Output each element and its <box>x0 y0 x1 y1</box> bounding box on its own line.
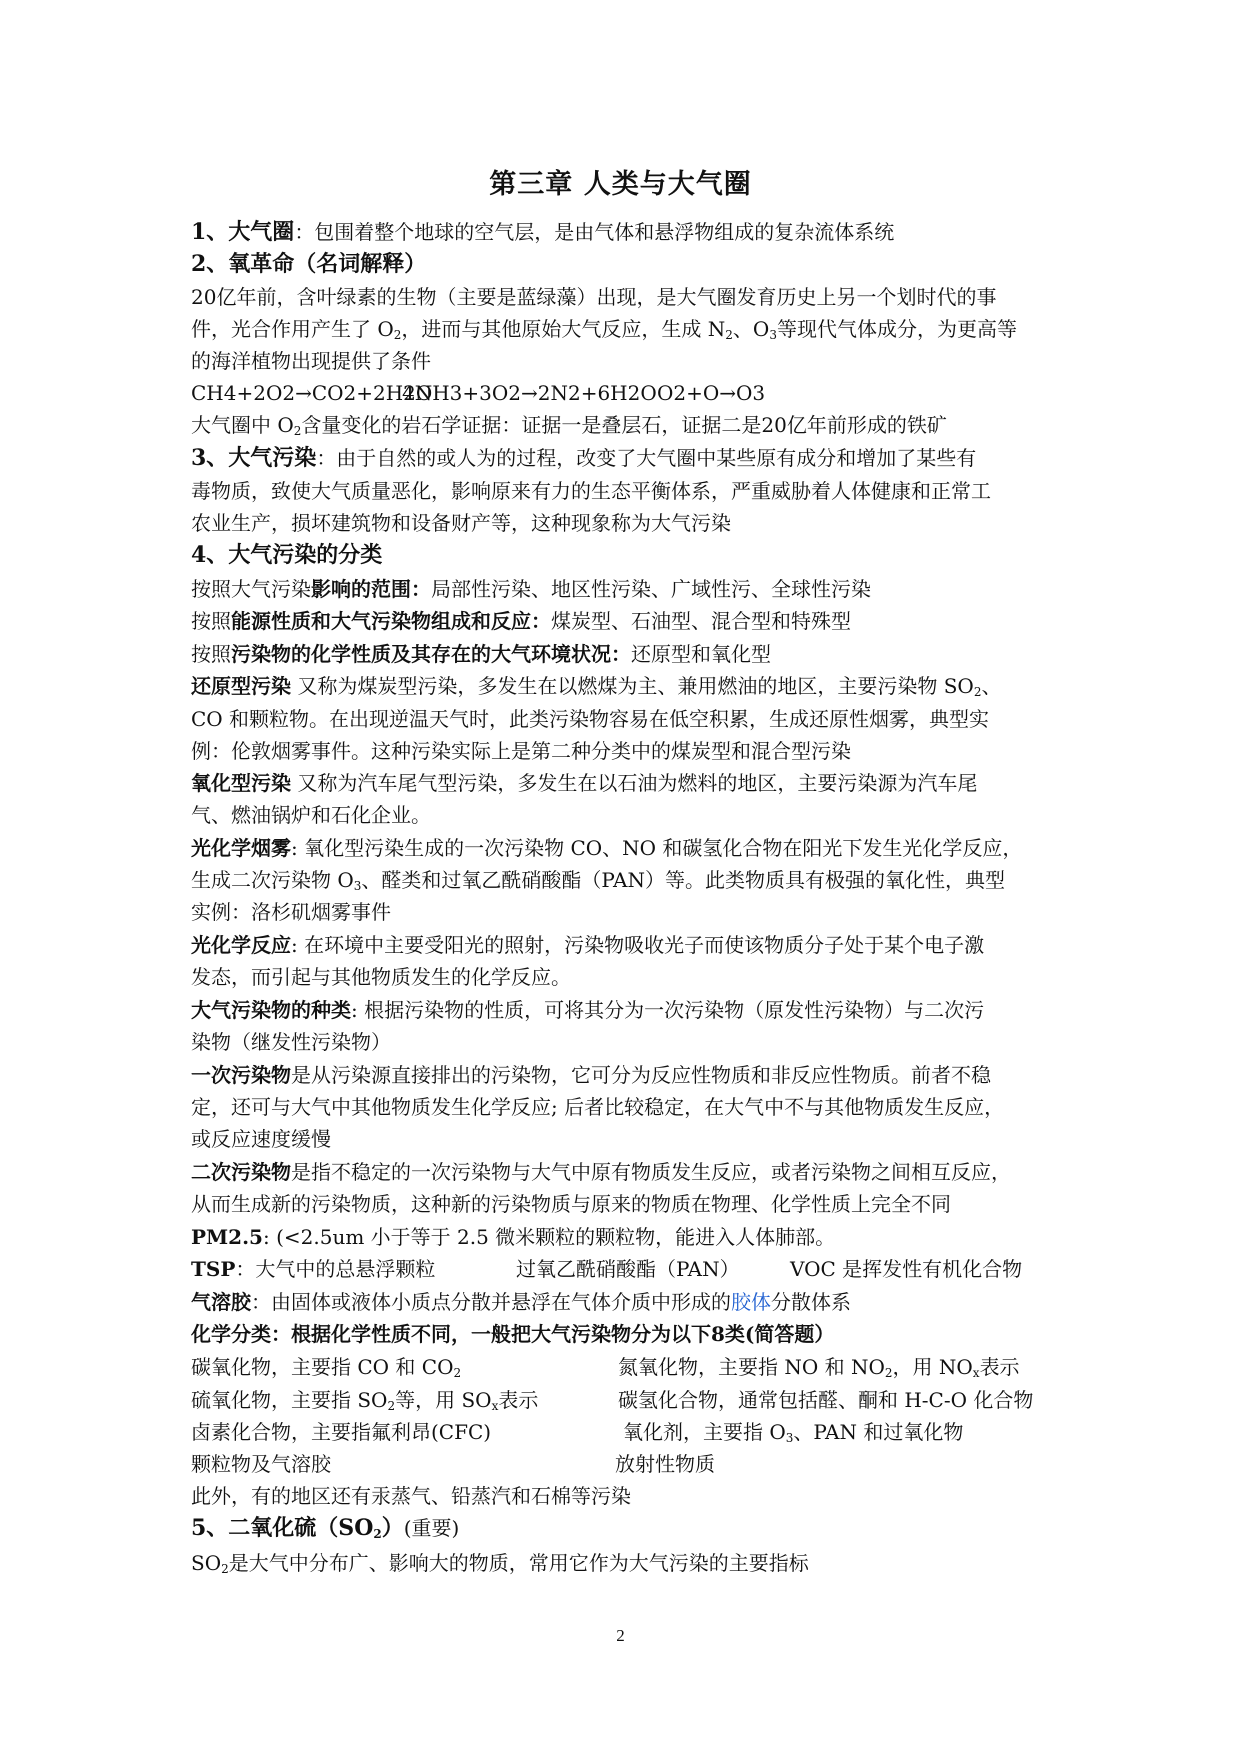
paragraph-line <box>191 834 1022 862</box>
subscript: 2 <box>293 424 302 438</box>
chemical-classification-heading: 化学分类：根据化学性质不同，一般把大气污染物分为以下8类(简答题） <box>191 1322 835 1346</box>
text: 按照大气污染 <box>191 577 311 601</box>
text: 含量变化的岩石学证据：证据一是叠层石，证据二是20亿年前形成的铁矿 <box>301 413 947 437</box>
class-row <box>191 1353 1020 1387</box>
classification-line <box>191 607 851 635</box>
section-3 <box>191 444 976 472</box>
section-1-text: ：包围着整个地球的空气层，是由气体和悬浮物组成的复杂流体系统 <box>294 220 895 244</box>
section-1-heading: 1、大气圈 <box>191 219 295 245</box>
bold-text: 污染物的化学性质及其存在的大气环境状况： <box>231 642 631 666</box>
class-item: 硫氧化物，主要指 $SO_2$等，用 $SO_x$表示 <box>191 1388 539 1413</box>
classification-line <box>191 575 871 603</box>
paragraph-line: CO 和颗粒物。在出现逆温天气时，此类污染物容易在低空积累，生成还原性烟雾，典型实 <box>191 707 990 731</box>
paragraph-line <box>191 1061 991 1089</box>
chapter-title: 第三章 人类与大气圈 <box>489 169 752 200</box>
paragraph-line: 或反应速度缓慢 <box>191 1127 331 1151</box>
paragraph-line <box>191 996 984 1024</box>
term-heading: 大气污染物的种类 <box>191 998 351 1022</box>
class-row <box>191 1386 1034 1420</box>
text: SO <box>191 1551 222 1575</box>
section-2-heading: 2、氧革命（名词解释） <box>191 251 427 277</box>
term-heading: 光化学反应 <box>191 933 291 957</box>
class-item: 颗粒物及气溶胶 <box>191 1452 331 1476</box>
text: ：由于自然的或人为的过程，改变了大气圈中某些原有成分和增加了某些有 <box>316 446 977 470</box>
page-number: 2 <box>616 1626 625 1645</box>
text: 分散体系 <box>771 1290 851 1314</box>
paragraph-line: 毒物质，致使大气质量恶化，影响原来有力的生态平衡体系，严重威胁着人体健康和正常工 <box>191 479 991 503</box>
term-heading: 氧化型污染 <box>191 771 291 795</box>
text: : 根据污染物的性质，可将其分为一次污染物（原发性污染物）与二次污 <box>351 998 985 1022</box>
text: 又称为汽车尾气型污染，多发生在以石油为燃料的地区，主要污染源为汽车尾 <box>291 771 978 795</box>
paragraph-line <box>191 769 977 797</box>
classification-line <box>191 640 771 668</box>
text: 、O <box>732 317 770 341</box>
paragraph-line: 气、燃油锅炉和石化企业。 <box>191 803 431 827</box>
text: VOC 是挥发性有机化合物 <box>790 1257 1023 1281</box>
paragraph-line: 定，还可与大气中其他物质发生化学反应; 后者比较稳定，在大气中不与其他物质发生反应， <box>191 1095 1005 1119</box>
term-heading: 二次污染物 <box>191 1160 291 1184</box>
section-3-heading: 3、大气污染 <box>191 445 317 471</box>
text: 按照 <box>191 642 231 666</box>
subscript: 3 <box>769 328 777 342</box>
equation: CH4+2O2→CO2+2H2O <box>191 381 433 405</box>
paragraph-line <box>191 1288 851 1316</box>
paragraph-line <box>191 1255 1023 1283</box>
text: 按照 <box>191 609 231 633</box>
class-item: 氧化剂，主要指 $O_3$、PAN 和过氧化物 <box>623 1420 964 1445</box>
bold-text: 影响的范围： <box>311 577 431 601</box>
text: 生成二次污染物 O <box>191 868 354 892</box>
class-item: 碳氧化物，主要指 CO 和 $CO_2$ <box>191 1355 462 1380</box>
paragraph-line <box>191 315 1017 349</box>
paragraph-line <box>191 1158 1011 1186</box>
class-item: 卤素化合物，主要指氟利昂(CFC) <box>191 1420 492 1444</box>
text: 又称为煤炭型污染，多发生在以燃煤为主、兼用燃油的地区，主要污染物 SO <box>291 674 974 698</box>
text: 是从污染源直接排出的污染物，它可分为反应性物质和非反应性物质。前者不稳 <box>291 1063 991 1087</box>
importance-note: (重要) <box>403 1516 460 1540</box>
paragraph-line: 20亿年前，含叶绿素的生物（主要是蓝绿藻）出现，是大气圈发育历史上另一个划时代的事 <box>191 285 997 309</box>
paragraph-line: 农业生产，损坏建筑物和设备财产等，这种现象称为大气污染 <box>191 511 731 535</box>
term-heading: 还原型污染 <box>191 674 291 698</box>
term-heading: PM2.5 <box>191 1225 263 1249</box>
text: : (<2.5um 小于等于 2.5 微米颗粒的颗粒物，能进入人体肺部。 <box>262 1225 836 1249</box>
class-item: 氮氧化物，主要指 NO 和 $NO_2$，用 $NO_x$表示 <box>618 1355 1020 1380</box>
text: 过氧乙酰硝酸酯（PAN） <box>516 1257 740 1281</box>
section-5-heading: 5、二氧化硫（SO <box>191 1515 374 1541</box>
text: 局部性污染、地区性污染、广域性污、全球性污染 <box>431 577 871 601</box>
colloid-link[interactable]: 胶体 <box>731 1290 771 1314</box>
paragraph-line <box>191 411 947 445</box>
section-1 <box>191 218 894 246</box>
text: ：由固体或液体小质点分散并悬浮在气体介质中形成的 <box>251 1290 731 1314</box>
text: 大气圈中 O <box>191 413 294 437</box>
term-heading: TSP <box>191 1257 236 1281</box>
paragraph-line: 此外，有的地区还有汞蒸气、铅蒸汽和石棉等污染 <box>191 1484 631 1508</box>
text: 是指不稳定的一次污染物与大气中原有物质发生反应，或者污染物之间相互反应， <box>291 1160 1011 1184</box>
paragraph-line: 发态，而引起与其他物质发生的化学反应。 <box>191 965 571 989</box>
text: 、 <box>981 674 1002 698</box>
text: 是大气中分布广、影响大的物质，常用它作为大气污染的主要指标 <box>228 1551 809 1575</box>
paragraph-line <box>191 672 1001 706</box>
paragraph-line: 染物（继发性污染物） <box>191 1030 391 1054</box>
text: ，进而与其他原始大气反应，生成 N <box>401 317 726 341</box>
paragraph-line: $SO_2$是大气中分布广、影响大的物质，常用它作为大气污染的主要指标 <box>191 1551 809 1576</box>
text: 、醛类和过氧乙酰硝酸酯（PAN）等。此类物质具有极强的氧化性，典型 <box>361 868 1005 892</box>
equation: 4NH3+3O2→2N2+6H2O <box>402 381 657 405</box>
class-row <box>191 1450 715 1478</box>
section-5-heading-end: ） <box>381 1515 404 1541</box>
paragraph-line <box>191 1223 835 1251</box>
bold-text: 能源性质和大气污染物组成和反应： <box>231 609 551 633</box>
paragraph-line: 实例：洛杉矶烟雾事件 <box>191 900 391 924</box>
text: : 氧化型污染生成的一次污染物 CO、NO 和碳氢化合物在阳光下发生光化学反应， <box>291 836 1023 860</box>
subscript: 2 <box>393 328 402 342</box>
paragraph-line: 的海洋植物出现提供了条件 <box>191 349 431 373</box>
text: 件，光合作用产生了 O <box>191 317 394 341</box>
text: 煤炭型、石油型、混合型和特殊型 <box>551 609 851 633</box>
class-row <box>191 1418 964 1446</box>
subscript: 3 <box>353 879 362 893</box>
class-item: 放射性物质 <box>615 1452 715 1476</box>
class-item: 碳氢化合物，通常包括醛、酮和 H-C-O 化合物 <box>618 1388 1034 1412</box>
term-heading: 气溶胶 <box>191 1290 251 1314</box>
section-5: 5、二氧化硫$(SO_2)$(重要) <box>191 1515 460 1541</box>
text: : 在环境中主要受阳光的照射，污染物吸收光子而使该物质分子处于某个电子激 <box>291 933 985 957</box>
paragraph-line <box>191 866 1005 900</box>
term-heading: 光化学烟雾 <box>191 836 291 860</box>
paragraph-line <box>191 931 984 959</box>
paragraph-line: 例：伦敦烟雾事件。这种污染实际上是第二种分类中的煤炭型和混合型污染 <box>191 739 851 763</box>
paragraph-line: 从而生成新的污染物质，这种新的污染物质与原来的物质在物理、化学性质上完全不同 <box>191 1192 951 1216</box>
equation-line <box>191 379 766 407</box>
term-heading: 一次污染物 <box>191 1063 291 1087</box>
section-4-heading: 4、大气污染的分类 <box>191 542 383 568</box>
text: 还原型和氧化型 <box>631 642 771 666</box>
text: 等现代气体成分，为更高等 <box>776 317 1017 341</box>
equation: O2+O→O3 <box>657 381 766 405</box>
subscript: 2 <box>973 685 982 699</box>
subscript: 2 <box>725 328 733 342</box>
text: ：大气中的总悬浮颗粒 <box>235 1257 436 1281</box>
